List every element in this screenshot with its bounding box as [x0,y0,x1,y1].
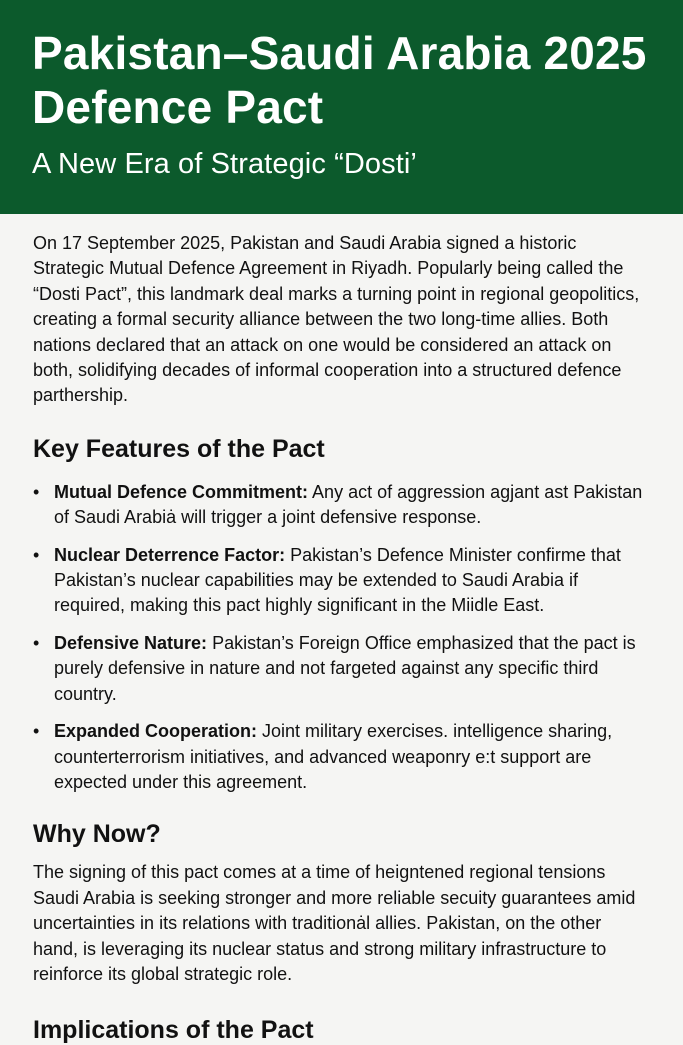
feature-text: Pakistan’s Defence Minister confirme that Pakistan’s nuclear capabilities may be extended to Saudi Arabia if required, making this pact highly significant in the Miidle East. [54,544,621,616]
intro-paragraph: On 17 September 2025, Pakistan and Saudi Arabia signed a historic Strategic Mutual Defence Agreement in Riyadh. Popularly being called the “Dosti Pact”, this landmark deal marks a turning point in regional geopolitics, creating a formal security alliance between the two long-time allies. Both nations declared that an attack on one would be considered an attack on both, solidifying decades of informal cooperation into a structured defence parthership. [33,233,640,406]
bullet-icon: • [33,481,40,502]
feature-text: Any act of aggression agjant ast Pakistan of Saudi Arabiȧ will trigger a joint defensive response. [54,481,643,528]
why-now-paragraph: The signing of this pact comes at a time of heigntened regional tensions Saudi Arabia is seeking stronger and more reliable secuity guarantees amid uncertainties in its relations with traditionȧl allies. Pakistan, on the other hand, is leveraging its nuclear status and strong military infrastructure to reinforce its global strategic role. [33,862,636,984]
list-item [33,480,650,531]
header-banner [0,0,683,214]
implications-heading: Implications of the Pact [33,1016,314,1045]
list-item [33,543,650,619]
feature-text: Joint military exercises. intelligence sharing, counterterrorism initiatives, and advanced weaponry e:t support are expected under this agreement. [54,721,613,792]
feature-label: Expanded Cooperation: [54,721,258,742]
why-now-heading: Why Now? [33,820,161,849]
bullet-icon: • [33,721,40,742]
article-body [0,214,683,1045]
feature-text: Pakistan’s Foreign Office emphasized that the pact is purely defensive in nature and not fargeted against any specific third country. [54,632,636,704]
list-item [33,631,650,707]
feature-label: Mutual Defence Commitment: [54,481,309,502]
key-features-heading: Key Features of the Pact [33,434,325,463]
feature-label: Nuclear Deterrence Factor: [54,544,286,565]
feature-label: Defensive Nature: [54,632,208,653]
page-title: Pakistan–Saudi Arabia 2025 Defence Pact [32,27,647,133]
list-item [33,719,650,795]
page-subtitle: A New Era of Strategic “Dosti’ [32,148,417,180]
bullet-icon: • [33,544,40,565]
bullet-icon: • [33,632,40,653]
key-features-list [33,480,650,795]
